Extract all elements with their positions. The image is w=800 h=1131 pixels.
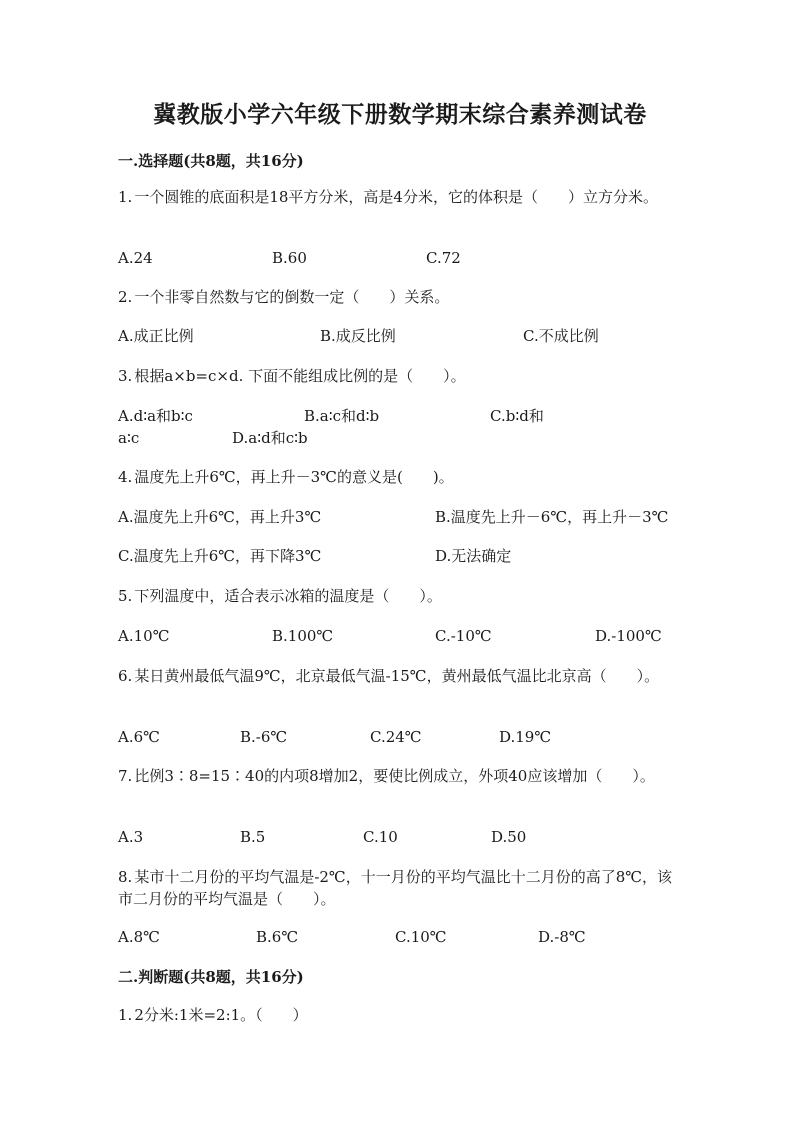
option-c: C.72	[426, 249, 461, 267]
option-b: B.60	[272, 249, 307, 267]
question-text: 根据a×b=c×d. 下面不能组成比例的是（ ）。	[134, 367, 466, 385]
question-1	[118, 186, 684, 208]
option-a: A.6℃	[118, 728, 160, 746]
option-b: B.5	[240, 828, 266, 846]
question-number: 5.	[118, 587, 133, 605]
section-heading-judgment: 二.判断题(共8题，共16分)	[118, 968, 304, 986]
option-b: B.a∶c和d∶b	[304, 407, 380, 425]
option-b: B.6℃	[256, 928, 299, 946]
question-text: 温度先上升6℃，再上升－3℃的意义是( )。	[134, 468, 454, 486]
section-heading-choice: 一.选择题(共8题，共16分)	[118, 152, 304, 170]
option-d: D.a∶d和c∶b	[232, 429, 308, 447]
question-5	[118, 585, 684, 607]
question-text: 某日黄州最低气温9℃，北京最低气温-15℃，黄州最低气温比北京高（ ）。	[134, 667, 660, 685]
option-a: A.成正比例	[118, 327, 194, 345]
option-c: C.不成比例	[523, 327, 599, 345]
option-d: D.19℃	[499, 728, 552, 746]
option-b: B.温度先上升－6℃，再上升－3℃	[435, 508, 669, 526]
option-c-continued: a∶c	[118, 429, 140, 447]
option-d: D.50	[491, 828, 527, 846]
question-text: 比例3∶8=15∶40的内项8增加2，要使比例成立，外项40应该增加（ ）。	[134, 767, 655, 785]
option-d: D.无法确定	[435, 547, 512, 565]
option-a: A.24	[118, 249, 153, 267]
option-a: A.10℃	[118, 627, 170, 645]
question-2-options	[118, 325, 698, 347]
option-b: B.-6℃	[240, 728, 288, 746]
question-5-options	[118, 625, 698, 647]
question-3	[118, 365, 684, 387]
option-c: C.温度先上升6℃，再下降3℃	[118, 547, 322, 565]
option-a: A.3	[118, 828, 144, 846]
question-2	[118, 286, 684, 308]
option-a: A.温度先上升6℃，再上升3℃	[118, 508, 322, 526]
question-number: 1.	[118, 188, 133, 206]
question-7	[118, 765, 684, 787]
question-number: 4.	[118, 468, 133, 486]
question-number: 6.	[118, 667, 133, 685]
question-3-options	[118, 405, 698, 427]
question-4-options	[118, 506, 698, 528]
question-7-options	[118, 826, 698, 848]
option-c: C.10	[363, 828, 398, 846]
option-d: D.-8℃	[538, 928, 586, 946]
question-number: 8.	[118, 868, 133, 886]
judgment-question-1	[118, 1004, 684, 1026]
option-c: C.b∶d和	[490, 407, 544, 425]
question-number: 3.	[118, 367, 133, 385]
question-8	[118, 866, 684, 910]
question-4-options-line2	[118, 545, 698, 567]
question-8-options	[118, 926, 698, 948]
question-6	[118, 665, 684, 687]
question-text: 一个非零自然数与它的倒数一定（ ）关系。	[134, 288, 450, 306]
option-d: D.-100℃	[595, 627, 662, 645]
page-title: 冀教版小学六年级下册数学期末综合素养测试卷	[153, 101, 647, 128]
question-text: 某市十二月份的平均气温是-2℃，十一月份的平均气温比十二月份的高了8℃，该市二月份的平均气温是（ ）。	[118, 868, 673, 908]
option-c: C.24℃	[370, 728, 422, 746]
option-b: B.100℃	[272, 627, 334, 645]
question-text: 下列温度中，适合表示冰箱的温度是（ ）。	[134, 587, 442, 605]
option-a: A.d∶a和b∶c	[118, 407, 193, 425]
question-1-options	[118, 247, 698, 269]
question-number: 2.	[118, 288, 133, 306]
question-3-options-line2	[118, 427, 698, 449]
question-text: 2分米:1米=2:1。（ ）	[134, 1006, 308, 1024]
question-4	[118, 466, 684, 488]
question-number: 1.	[118, 1006, 133, 1024]
option-c: C.10℃	[395, 928, 447, 946]
option-a: A.8℃	[118, 928, 160, 946]
option-b: B.成反比例	[320, 327, 396, 345]
question-number: 7.	[118, 767, 133, 785]
question-text: 一个圆锥的底面积是18平方分米，高是4分米，它的体积是（ ）立方分米。	[134, 188, 658, 206]
question-6-options	[118, 726, 698, 748]
option-c: C.-10℃	[435, 627, 492, 645]
